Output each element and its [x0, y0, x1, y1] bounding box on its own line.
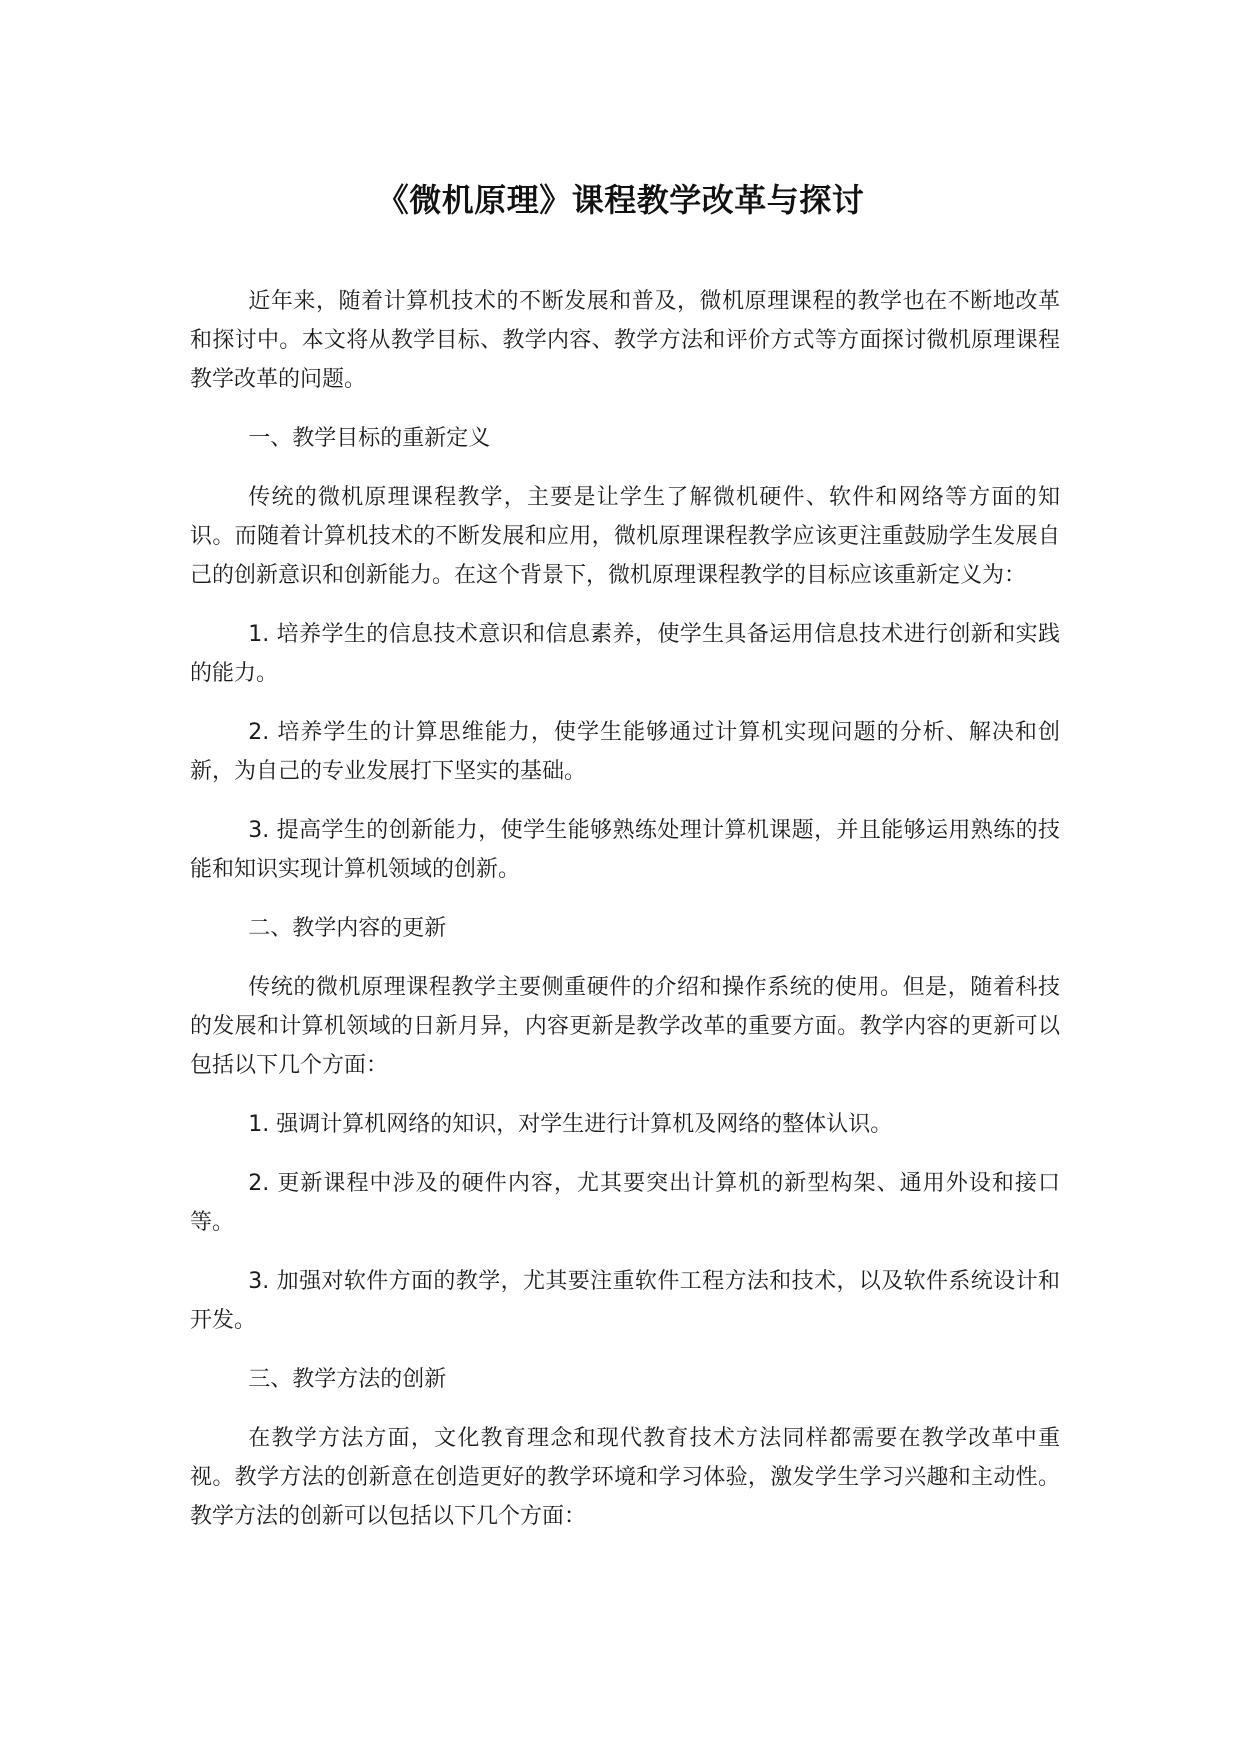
document-body	[190, 282, 1060, 1556]
intro-paragraph: 近年来，随着计算机技术的不断发展和普及，微机原理课程的教学也在不断地改革和探讨中。本文将从教学目标、教学内容、教学方法和评价方式等方面探讨微机原理课程教学改革的问题。	[190, 289, 1060, 392]
list-item: 3. 提高学生的创新能力，使学生能够熟练处理计算机课题，并且能够运用熟练的技能和知识实现计算机领域的创新。	[190, 818, 1060, 882]
list-item: 2. 更新课程中涉及的硬件内容，尤其要突出计算机的新型构架、通用外设和接口等。	[190, 1171, 1060, 1235]
section-heading-1: 一、教学目标的重新定义	[248, 426, 491, 451]
section-heading-3: 三、教学方法的创新	[248, 1367, 447, 1392]
list-item: 2. 培养学生的计算思维能力，使学生能够通过计算机实现问题的分析、解决和创新，为自己的专业发展打下坚实的基础。	[190, 720, 1060, 784]
list-item: 1. 强调计算机网络的知识，对学生进行计算机及网络的整体认识。	[248, 1112, 893, 1137]
section-2-paragraph: 传统的微机原理课程教学主要侧重硬件的介绍和操作系统的使用。但是，随着科技的发展和计算机领域的日新月异，内容更新是教学改革的重要方面。教学内容的更新可以包括以下几个方面：	[190, 975, 1060, 1078]
section-heading-2: 二、教学内容的更新	[248, 916, 447, 941]
document-title: 《微机原理》课程教学改革与探讨	[376, 181, 865, 219]
list-item: 1. 培养学生的信息技术意识和信息素养，使学生具备运用信息技术进行创新和实践的能力。	[190, 622, 1060, 686]
section-3-paragraph: 在教学方法方面，文化教育理念和现代教育技术方法同样都需要在教学改革中重视。教学方法的创新意在创造更好的教学环境和学习体验，激发学生学习兴趣和主动性。教学方法的创新可以包括以下几个方面：	[190, 1426, 1060, 1529]
list-item: 3. 加强对软件方面的教学，尤其要注重软件工程方法和技术，以及软件系统设计和开发。	[190, 1269, 1060, 1333]
section-1-paragraph: 传统的微机原理课程教学，主要是让学生了解微机硬件、软件和网络等方面的知识。而随着计算机技术的不断发展和应用，微机原理课程教学应该更注重鼓励学生发展自己的创新意识和创新能力。在这个背景下，微机原理课程教学的目标应该重新定义为：	[190, 485, 1060, 588]
